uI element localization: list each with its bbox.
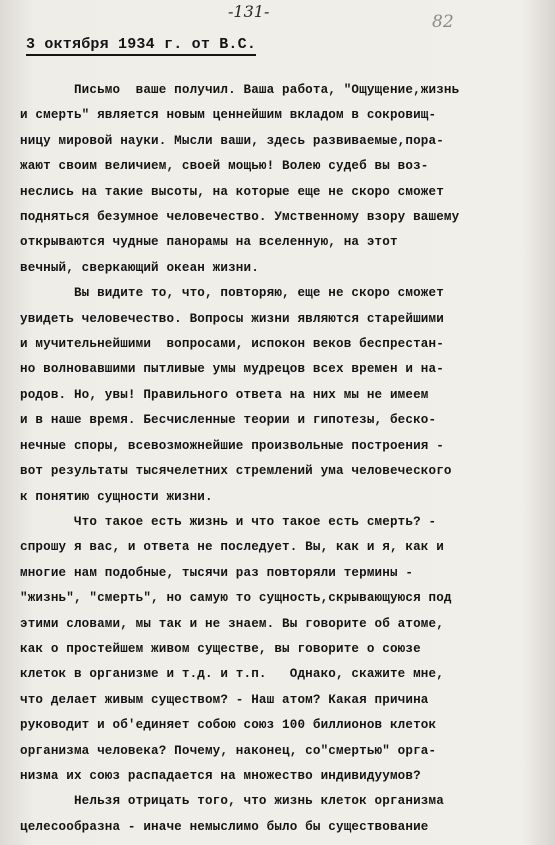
text-line: вот результаты тысячелетних стремлений ума человеческого: [20, 464, 452, 479]
text-line: Письмо ваше получил. Ваша работа, "Ощущение,жизнь: [20, 83, 460, 97]
text-line: спрошу я вас, и ответа не последует. Вы, как и я, как и: [20, 540, 444, 555]
text-line: открываются чудные панорамы на вселенную, на этот: [20, 235, 398, 250]
text-line: как о простейшем живом существе, вы говорите о союзе: [20, 641, 421, 656]
text-line: и смерть" является новым ценнейшим вкладом в сокровищ-: [20, 108, 437, 123]
text-line: Вы видите то, что, повторяю, еще не скоро сможет: [20, 286, 444, 301]
text-line: но волновавшими пытливые умы мудрецов всех времен и на-: [20, 362, 444, 377]
text-line: руководит и об'единяет собою союз 100 биллионов клеток: [20, 718, 437, 733]
letter-body: [20, 78, 548, 840]
text-line: клеток в организме и т.д. и т.п. Однако, скажите мне,: [20, 667, 444, 682]
text-line: низма их союз распадается на множество индивидуумов?: [20, 768, 421, 783]
text-line: неслись на такие высоты, на которые еще не скоро сможет: [20, 184, 444, 199]
text-line: Что такое есть жизнь и что такое есть смерть? -: [20, 514, 437, 529]
text-line: родов. Но, увы! Правильного ответа на них мы не имеем: [20, 387, 429, 402]
text-line: этими словами, мы так и не знаем. Вы говорите об атоме,: [20, 616, 444, 631]
page-number: -131-: [228, 2, 270, 21]
text-line: что делает живым существом? - Наш атом? Какая причина: [20, 692, 429, 707]
text-line: жают своим величием, своей мощью! Волею судеб вы воз-: [20, 159, 429, 174]
text-line: целесообразна - иначе немыслимо было бы существование: [20, 819, 429, 834]
text-line: подняться безумное человечество. Умственному взору вашему: [20, 210, 460, 225]
letter-heading: 3 октября 1934 г. от В.С.: [26, 36, 256, 56]
text-line: "жизнь", "смерть", но самую то сущность,скрывающуюся под: [20, 591, 452, 606]
text-line: ницу мировой науки. Мысли ваши, здесь развиваемые,пора-: [20, 133, 444, 148]
text-line: и в наше время. Бесчисленные теории и гипотезы, беско-: [20, 413, 437, 428]
text-line: организма человека? Почему, наконец, со"смертью" орга-: [20, 743, 437, 758]
text-line: к понятию сущности жизни.: [20, 489, 213, 504]
text-line: многие нам подобные, тысячи раз повторяли термины -: [20, 565, 414, 580]
text-line: нечные споры, всевозможнейшие произвольные построения -: [20, 438, 444, 453]
text-line: вечный, сверкающий океан жизни.: [20, 260, 259, 275]
text-line: Нельзя отрицать того, что жизнь клеток организма: [20, 794, 444, 809]
archive-number: 82: [432, 12, 454, 32]
text-line: увидеть человечество. Вопросы жизни являются старейшими: [20, 311, 444, 326]
text-line: и мучительнейшими вопросами, испокон веков беспрестан-: [20, 337, 444, 352]
